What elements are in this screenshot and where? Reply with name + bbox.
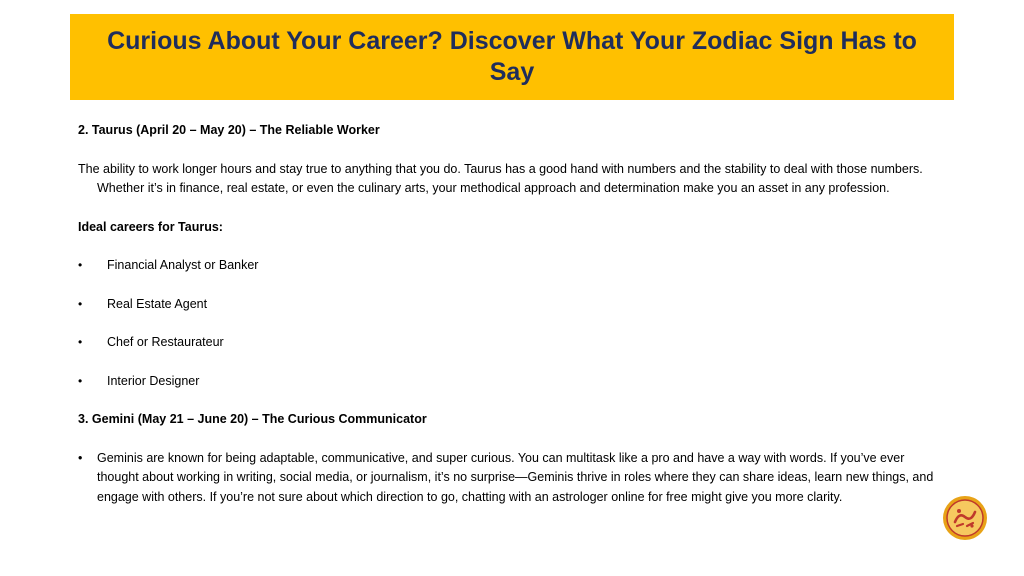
list-item: • Financial Analyst or Banker: [78, 256, 938, 276]
astrology-logo-icon: [942, 495, 988, 541]
bullet-icon: •: [78, 296, 83, 311]
taurus-careers-heading: Ideal careers for Taurus:: [78, 219, 223, 234]
gemini-paragraph: • Geminis are known for being adaptable, communicative, and super curious. You can multitask like a pro and have a way with words. If you’ve ever thought about working in writing, social media, or journalism, it’s no surprise—Geminis thrive in roles where they can share ideas, learn new things, and engage with others. If you’re not sure about which direction to go, chatting with an astrologer online for free might give you more clarity.: [78, 450, 934, 504]
list-item: • Chef or Restaurateur: [78, 333, 938, 353]
page-title: Curious About Your Career? Discover What Your Zodiac Sign Has to Say: [107, 27, 917, 86]
list-item: • Real Estate Agent: [78, 295, 938, 315]
slide-content: [78, 121, 938, 507]
bullet-icon: •: [78, 373, 83, 388]
title-banner: [70, 14, 954, 100]
bullet-icon: •: [78, 450, 83, 465]
bullet-icon: •: [78, 335, 83, 349]
taurus-heading: 2. Taurus (April 20 – May 20) – The Reliable Worker: [78, 123, 380, 137]
taurus-careers-list: [78, 256, 938, 391]
taurus-paragraph: The ability to work longer hours and stay true to anything that you do. Taurus has a good hand with numbers and the stability to deal with those numbers. Whether it’s in finance, real estate, or even the culinary arts, your methodical approach and determination make you an asset in any profession.: [78, 161, 923, 195]
gemini-heading: 3. Gemini (May 21 – June 20) – The Curious Communicator: [78, 412, 427, 426]
bullet-icon: •: [78, 258, 83, 272]
list-item: • Interior Designer: [78, 372, 938, 392]
